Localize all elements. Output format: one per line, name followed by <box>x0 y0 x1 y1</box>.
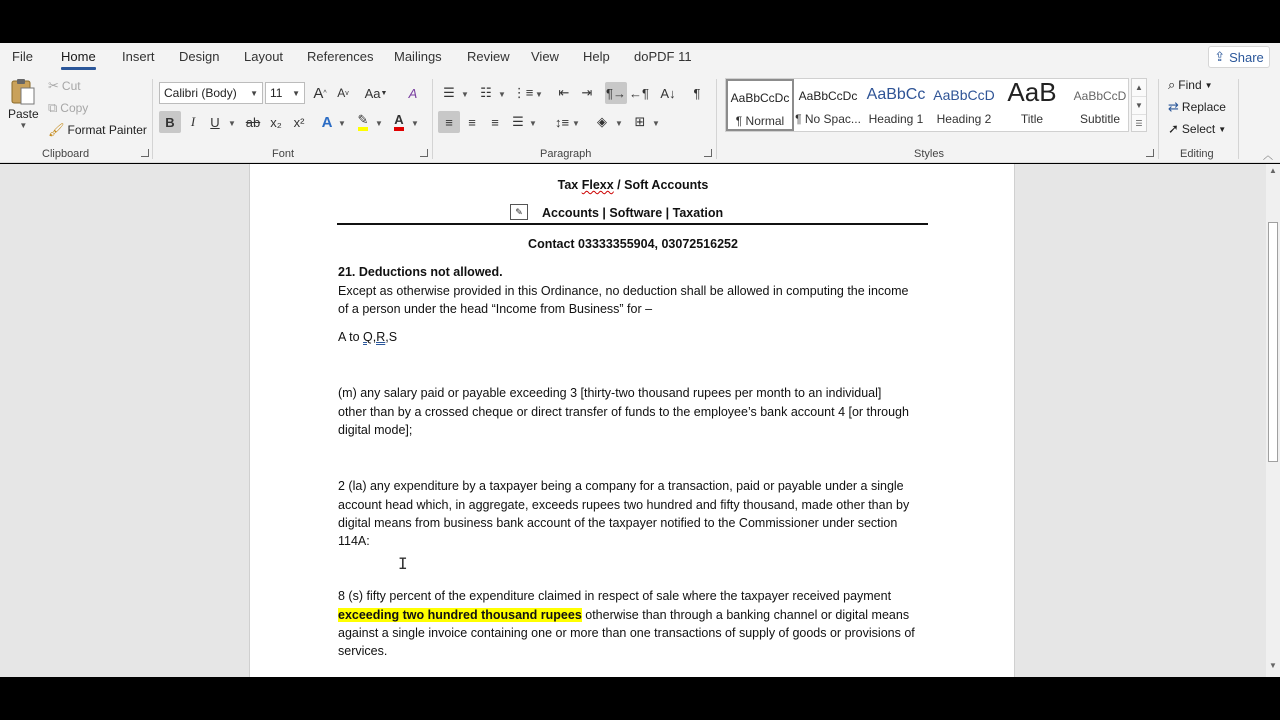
scrollbar-thumb[interactable] <box>1268 222 1278 462</box>
tab-help[interactable]: Help <box>583 49 610 64</box>
style-name: Heading 1 <box>868 112 924 126</box>
align-center-button[interactable] <box>461 111 483 133</box>
paragraph-line <box>338 606 909 625</box>
sort-icon: A↓ <box>660 85 676 101</box>
paragraph-line: Except as otherwise provided in this Ordinance, no deduction shall be allowed in computing the income <box>338 284 909 298</box>
font-color-button[interactable] <box>388 111 410 133</box>
underline-icon: U <box>210 114 220 130</box>
header-text: / Soft Accounts <box>613 178 709 192</box>
bottom-bar <box>0 677 1280 720</box>
style-preview: AaB <box>1007 77 1057 107</box>
align-left-icon: ≡ <box>445 114 453 130</box>
pilcrow-icon: ¶ <box>693 85 701 101</box>
paragraph-line: other than by a crossed cheque or direct transfer of funds to the employee’s bank account 4 [or through <box>338 405 909 419</box>
ltr-button[interactable] <box>605 82 627 104</box>
chevron-down-icon[interactable]: ▼ <box>652 119 660 128</box>
search-icon: ⌕ <box>1168 77 1176 92</box>
select-button[interactable] <box>1168 121 1226 137</box>
style-preview: AaBbCc <box>866 86 926 103</box>
copy-button[interactable] <box>48 100 88 116</box>
replace-label: Replace <box>1181 100 1226 114</box>
share-button[interactable] <box>1208 46 1270 68</box>
logo-icon: ✎ <box>510 204 528 220</box>
text-run: otherwise than through a banking channel or digital means <box>581 608 910 622</box>
tab-references[interactable]: References <box>307 49 374 64</box>
align-center-icon: ≡ <box>468 114 476 130</box>
rtl-button[interactable] <box>628 82 650 104</box>
cursor-arrow-icon: ➚ <box>1168 121 1179 136</box>
clear-formatting-icon: A <box>408 85 418 101</box>
line-spacing-button[interactable] <box>551 111 573 133</box>
paragraph-line: 2 (la) any expenditure by a taxpayer being a company for a transaction, paid or payable under a single <box>338 479 904 493</box>
ibeam-cursor-icon: I <box>398 554 408 573</box>
text-run-flagged: Q,R <box>363 330 386 344</box>
paragraph-line: 114A: <box>338 534 370 548</box>
bold-icon: B <box>165 114 175 130</box>
paint-bucket-icon: ◈ <box>597 114 607 129</box>
paragraph-line: digital means from business bank account of the taxpayer notified to the Commissioner under section <box>338 516 898 530</box>
chevron-down-icon: ▼ <box>250 88 258 98</box>
chevron-down-icon: ▼ <box>292 88 300 98</box>
chevron-down-icon[interactable]: ▼ <box>461 90 469 99</box>
header-text-misspelled: Flexx <box>581 178 614 192</box>
ltr-icon: ¶→ <box>606 85 626 101</box>
underline-button[interactable] <box>204 111 226 133</box>
collapse-ribbon-icon[interactable]: ︿ <box>1263 151 1273 162</box>
style-name: ¶ Normal <box>735 114 785 128</box>
paste-icon <box>9 77 37 107</box>
font-name-value: Calibri (Body) <box>164 86 237 100</box>
paragraph-line: against a single invoice containing one or more than one transactions of supply of goods or provisions of <box>338 626 915 640</box>
section-heading: 21. Deductions not allowed. <box>338 265 503 279</box>
font-size-select[interactable] <box>265 82 305 104</box>
copy-icon: ⧉ <box>48 100 58 115</box>
tab-review[interactable]: Review <box>467 49 510 64</box>
chevron-down-icon[interactable]: ▼ <box>615 119 623 128</box>
style-name: ¶ No Spac... <box>795 112 861 126</box>
format-painter-button[interactable] <box>48 122 147 138</box>
decrease-indent-button[interactable] <box>553 82 575 104</box>
multilevel-list-icon: ⋮≡ <box>512 85 534 100</box>
font-color-icon: A <box>394 113 403 131</box>
styles-gallery-scroll[interactable] <box>1131 78 1147 132</box>
style-preview: AaBbCcD <box>1073 89 1127 103</box>
style-name: Title <box>1020 112 1044 126</box>
numbering-button[interactable] <box>475 82 497 104</box>
align-right-icon: ≡ <box>491 114 499 130</box>
superscript-button[interactable] <box>288 111 310 133</box>
style-normal[interactable] <box>726 79 794 131</box>
increase-indent-button[interactable] <box>576 82 598 104</box>
align-left-button[interactable] <box>438 111 460 133</box>
highlighter-icon: ✎ <box>358 113 369 131</box>
doc-header-title <box>250 176 1016 195</box>
style-preview: AaBbCcDc <box>730 91 790 105</box>
rtl-icon: ←¶ <box>629 85 649 101</box>
bold-button[interactable] <box>159 111 181 133</box>
text-run: A to <box>338 330 364 344</box>
italic-icon: I <box>190 114 196 129</box>
doc-contact: Contact 03333355904, 03072516252 <box>528 237 738 251</box>
cut-label: Cut <box>61 79 81 93</box>
highlight-button[interactable] <box>352 111 374 133</box>
scroll-down-icon[interactable]: ▼ <box>1269 661 1277 670</box>
decrease-indent-icon: ⇤ <box>558 85 570 100</box>
italic-button[interactable] <box>182 111 204 133</box>
tab-layout[interactable]: Layout <box>244 49 284 64</box>
grow-font-button[interactable]: A ^ <box>313 84 327 102</box>
paragraph-line: digital mode]; <box>338 423 413 437</box>
change-case-icon: Aa <box>364 85 381 101</box>
tab-insert[interactable]: Insert <box>122 49 155 64</box>
borders-icon: ⊞ <box>634 114 646 129</box>
font-size-value: 11 <box>270 86 283 100</box>
tab-view[interactable]: View <box>531 49 559 64</box>
chevron-down-icon[interactable]: ▼ <box>375 119 383 128</box>
style-subtitle[interactable] <box>1066 79 1134 131</box>
tab-home[interactable]: Home <box>61 49 96 64</box>
replace-button[interactable] <box>1168 99 1226 115</box>
font-name-select[interactable] <box>159 82 263 104</box>
line-spacing-icon: ↕≡ <box>554 114 570 130</box>
copy-label: Copy <box>60 101 89 115</box>
chevron-down-icon[interactable]: ▼ <box>535 90 543 99</box>
paintbrush-icon: 🖌 <box>48 122 65 137</box>
title-bar <box>0 0 1280 43</box>
paste-caret-icon: ▼ <box>19 121 28 130</box>
text-effects-button[interactable] <box>316 111 338 133</box>
vertical-scrollbar[interactable] <box>1266 164 1280 677</box>
justify-button[interactable] <box>507 111 529 133</box>
subscript-button[interactable] <box>265 111 287 133</box>
styles-group-label: Styles <box>914 148 944 160</box>
header-rule <box>337 223 928 225</box>
highlighted-text: exceeding two hundred thousand rupees <box>338 608 582 622</box>
style-preview: AaBbCcD <box>933 87 995 103</box>
style-name: Subtitle <box>1079 112 1121 126</box>
cut-button[interactable] <box>48 78 81 94</box>
divider <box>152 79 153 159</box>
share-label: Share <box>1229 49 1264 65</box>
chevron-down-icon[interactable]: ▼ <box>411 119 419 128</box>
numbering-icon: ☷ <box>480 85 492 100</box>
paragraph-line: (m) any salary paid or payable exceeding 3 [thirty-two thousand rupees per month to an individual] <box>338 386 882 400</box>
change-case-button[interactable]: Aa ▼ <box>364 85 388 101</box>
chevron-down-icon: ▼ <box>1204 80 1213 90</box>
document-page[interactable] <box>249 164 1015 677</box>
tab-design[interactable]: Design <box>179 49 220 64</box>
strikethrough-icon: ab <box>245 114 261 130</box>
format-painter-label: Format Painter <box>67 123 147 137</box>
shrink-font-button[interactable]: A v <box>337 86 349 100</box>
styles-launcher-icon[interactable] <box>1146 149 1154 157</box>
chevron-down-icon[interactable]: ▼ <box>572 119 580 128</box>
style-heading-2[interactable] <box>930 79 998 131</box>
increase-indent-icon: ⇥ <box>581 85 593 100</box>
subscript-icon: x₂ <box>270 114 282 130</box>
bullets-icon: ☰ <box>443 85 455 100</box>
paste-button[interactable] <box>8 77 39 130</box>
replace-icon: ⇄ <box>1168 99 1179 114</box>
style-no-spacing[interactable] <box>794 79 862 131</box>
multilevel-list-button[interactable] <box>512 82 534 104</box>
align-right-button[interactable] <box>484 111 506 133</box>
doc-header-subtitle: Accounts | Software | Taxation <box>542 206 724 220</box>
grow-font-icon: A <box>313 84 324 102</box>
strikethrough-button[interactable] <box>242 111 264 133</box>
header-text: Tax <box>557 178 582 192</box>
text-run: ,S <box>385 330 398 344</box>
show-marks-button[interactable] <box>686 82 708 104</box>
chevron-down-icon[interactable]: ▼ <box>529 119 537 128</box>
scroll-up-icon[interactable]: ▲ <box>1269 166 1277 175</box>
paragraph-launcher-icon[interactable] <box>704 149 712 157</box>
document-area[interactable] <box>0 164 1266 677</box>
bullets-button[interactable] <box>438 82 460 104</box>
paragraph-group-label: Paragraph <box>540 148 592 160</box>
style-title[interactable] <box>998 79 1066 131</box>
text-effects-icon: A <box>321 113 333 131</box>
shading-button[interactable] <box>591 111 613 133</box>
paragraph-line: services. <box>338 644 388 658</box>
borders-button[interactable] <box>629 111 651 133</box>
shrink-font-icon: A <box>337 86 346 100</box>
styles-gallery <box>725 78 1129 132</box>
share-icon: ⇪ <box>1214 49 1226 64</box>
chevron-up-icon[interactable]: ▲ <box>1132 79 1146 97</box>
paste-label: Paste <box>8 107 39 121</box>
sort-button[interactable] <box>657 82 679 104</box>
divider <box>1238 79 1239 159</box>
font-launcher-icon[interactable] <box>420 149 428 157</box>
tab-mailings[interactable]: Mailings <box>394 49 442 64</box>
paragraph-line: 8 (s) fifty percent of the expenditure claimed in respect of sale where the taxpayer received payment <box>338 589 892 603</box>
clipboard-group-label: Clipboard <box>42 148 90 160</box>
clipboard-launcher-icon[interactable] <box>141 149 149 157</box>
divider <box>716 79 717 159</box>
justify-icon: ☰ <box>512 114 524 129</box>
paragraph-line: of a person under the head “Income from Business” for – <box>338 302 653 316</box>
font-group-label: Font <box>272 148 295 160</box>
more-styles-icon[interactable]: ☰ <box>1135 119 1143 128</box>
editing-group-label: Editing <box>1180 148 1214 160</box>
select-label: Select <box>1181 122 1216 136</box>
chevron-down-icon[interactable]: ▼ <box>498 90 506 99</box>
chevron-down-icon[interactable]: ▼ <box>1132 97 1146 115</box>
find-button[interactable] <box>1168 77 1213 93</box>
superscript-icon: x² <box>293 114 305 130</box>
chevron-down-icon[interactable]: ▼ <box>338 119 346 128</box>
divider <box>432 79 433 159</box>
paragraph-line <box>338 328 397 347</box>
style-heading-1[interactable] <box>862 79 930 131</box>
chevron-down-icon: ▼ <box>1218 124 1227 134</box>
style-preview: AaBbCcDc <box>798 89 858 103</box>
divider <box>1158 79 1159 159</box>
tab-file[interactable]: File <box>12 49 33 64</box>
paragraph-line: account head which, in aggregate, exceeds rupees two hundred and fifty thousand, made other than by <box>338 498 910 512</box>
find-label: Find <box>1178 78 1202 92</box>
chevron-down-icon[interactable]: ▼ <box>228 119 236 128</box>
tab-dopdf[interactable]: doPDF 11 <box>634 49 692 64</box>
ribbon-tabs <box>0 43 1280 73</box>
clear-formatting-button[interactable] <box>402 82 424 104</box>
scissors-icon: ✂ <box>48 78 59 93</box>
style-name: Heading 2 <box>936 112 992 126</box>
